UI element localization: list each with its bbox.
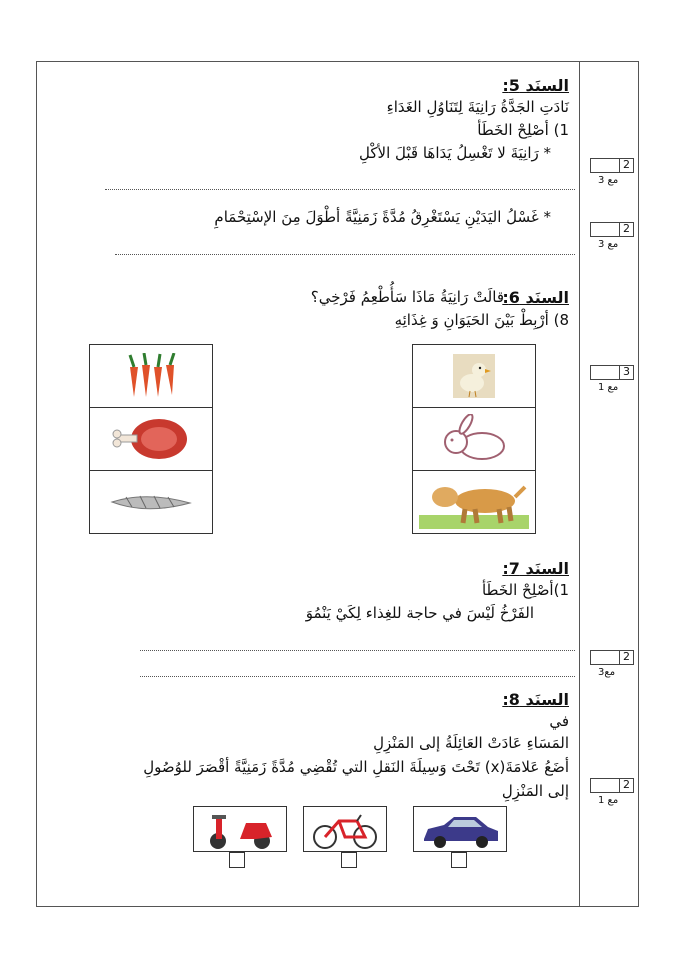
answer-line-1[interactable] xyxy=(105,189,575,190)
carrots-cell[interactable] xyxy=(90,345,213,408)
section7-sentence1: الفَرْخُ لَيْسَ في حاجة للغِذاء لِكَيْ يَنْمُوَ xyxy=(305,604,534,622)
section5-intro: نَادَتِ الجَدَّةُ رَانِيَةَ لِتَنَاوُلِ الغَدَاءِ xyxy=(386,98,569,116)
answer-line-4[interactable] xyxy=(140,676,575,677)
score-box-7: 2 xyxy=(590,650,634,665)
dog-cell[interactable] xyxy=(413,471,536,534)
section8-title: السنَد 8: xyxy=(502,690,569,709)
meat-image xyxy=(111,415,191,463)
section8-line1: المَسَاءِ عَادَتْ العَائِلَةُ إلى المَنْزِلِ xyxy=(373,734,569,752)
score-note-8: مع 1 xyxy=(598,795,619,806)
grading-column-divider xyxy=(579,61,580,907)
rabbit-cell[interactable] xyxy=(413,408,536,471)
bicycle-image xyxy=(307,809,383,851)
answer-line-2[interactable] xyxy=(115,254,575,255)
section5-title: السنَد 5: xyxy=(502,76,569,95)
car-checkbox[interactable] xyxy=(451,852,467,868)
score-note-6: مع 1 xyxy=(598,382,619,393)
scooter-checkbox[interactable] xyxy=(229,852,245,868)
score-note-5a: مع 3 xyxy=(598,175,619,186)
score-note-5b: مع 3 xyxy=(598,239,619,250)
wheat-cell[interactable] xyxy=(90,471,213,534)
section5-question1: 1) أصْلِحْ الخَطَأ xyxy=(477,121,569,139)
section8-line3: إلى المَنْزِلِ xyxy=(501,782,569,800)
bicycle-option xyxy=(303,806,387,852)
rabbit-image xyxy=(436,414,512,464)
car-image xyxy=(418,809,502,851)
answer-line-3[interactable] xyxy=(140,650,575,651)
section7-title: السنَد 7: xyxy=(502,559,569,578)
score-box-6: 3 xyxy=(590,365,634,380)
score-box-8: 2 xyxy=(590,778,634,793)
car-option xyxy=(413,806,507,852)
section6-title: السنَد 6: xyxy=(502,288,569,307)
meat-cell[interactable] xyxy=(90,408,213,471)
section5-sentence2: * غَسْلُ اليَدَيْنِ يَسْتَغْرِقُ مُدَّةً زَمَنِيَّةً أطْوَلَ مِنَ الإسْتِحْمَامِ xyxy=(214,208,551,226)
animal-column xyxy=(412,344,536,534)
score-box-5b: 2 xyxy=(590,222,634,237)
score-box-5a: 2 xyxy=(590,158,634,173)
bicycle-checkbox[interactable] xyxy=(341,852,357,868)
section5-sentence1: * رَانِيَةَ لا تَغْسِلُ يَدَاهَا قَبْلَ الأكْلِ xyxy=(359,144,551,162)
food-column xyxy=(89,344,213,534)
section6-intro: قالَتْ رَانِيَةُ مَاذَا سَأُطْعِمُ فَرْخِي؟ xyxy=(310,288,504,306)
scooter-option xyxy=(193,806,287,852)
score-note-7: مع3 xyxy=(598,667,616,678)
chick-cell[interactable] xyxy=(413,345,536,408)
dog-image xyxy=(419,475,529,529)
chick-image xyxy=(452,353,496,399)
section8-line0: في xyxy=(549,712,569,730)
section8-line2: أضَعُ عَلامَةَ(x) تَحْتَ وَسِيلَةَ النَقلِ التي تُقْضِي مُدَّةً زَمَنِيَّةً أقْصَرَ للوُصُولِ xyxy=(143,758,569,776)
wheat-image xyxy=(106,487,196,517)
section7-question1: 1)أصْلِحْ الخَطَأ xyxy=(481,581,569,599)
section6-question8: 8) أرْبِطْ بَيْنَ الحَيَوَانِ وَ غِذَائِهِ xyxy=(394,311,569,329)
scooter-image xyxy=(200,809,280,851)
carrots-image xyxy=(116,353,186,399)
